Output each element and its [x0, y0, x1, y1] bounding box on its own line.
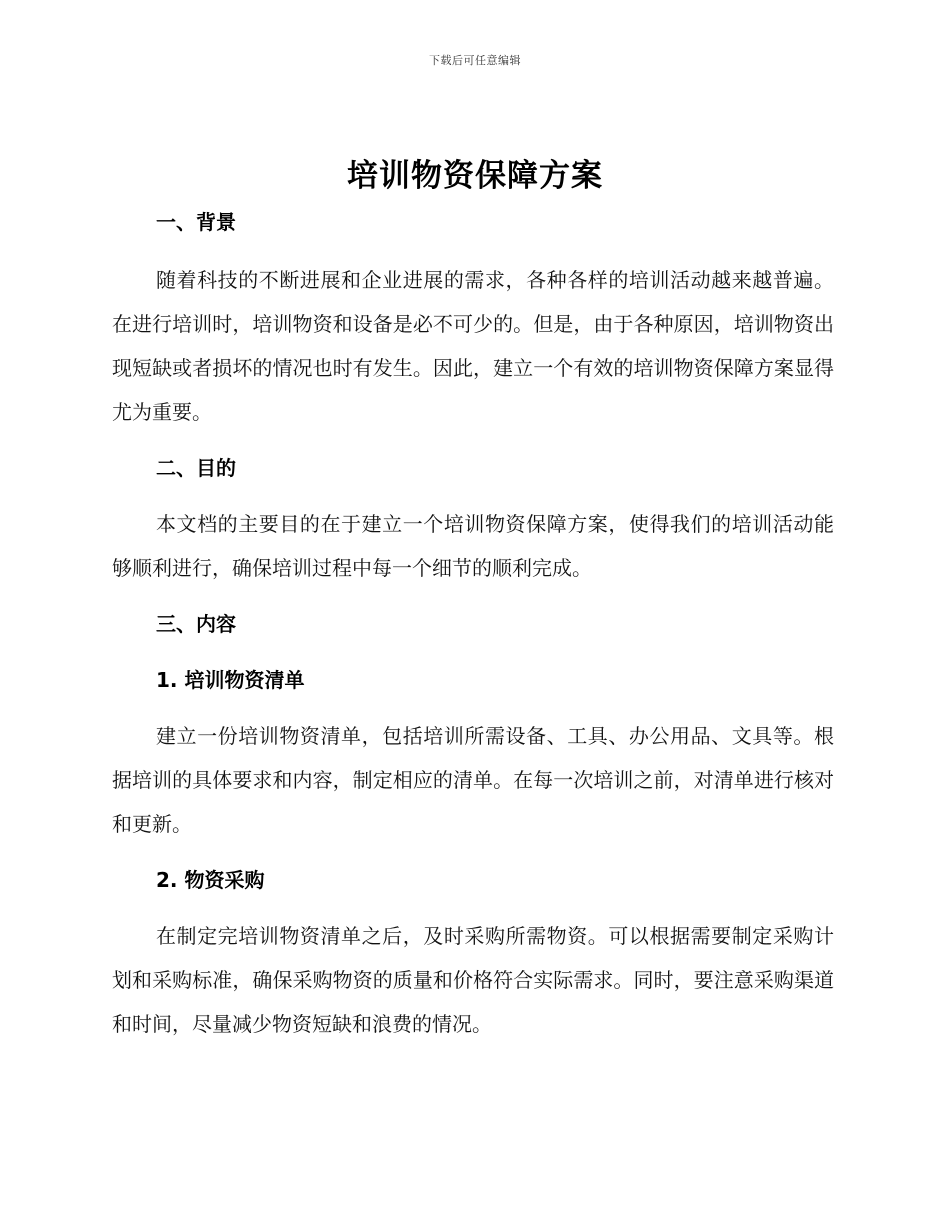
subsection-heading-procurement: 2. 物资采购 [156, 868, 265, 892]
section-paragraph-goal: 本文档的主要目的在于建立一个培训物资保障方案，使得我们的培训活动能够顺利进行，确保培训过程中每一个细节的顺利完成。 [112, 512, 834, 580]
subsection-paragraph-material-list: 建立一份培训物资清单，包括培训所需设备、工具、办公用品、文具等。根据培训的具体要求和内容，制定相应的清单。在每一次培训之前，对清单进行核对和更新。 [112, 724, 834, 836]
section-heading-content: 三、内容 [156, 612, 236, 636]
subsection-heading-material-list: 1. 培训物资清单 [156, 668, 305, 692]
section-heading-background: 一、背景 [156, 210, 236, 234]
subsection-paragraph-procurement: 在制定完培训物资清单之后，及时采购所需物资。可以根据需要制定采购计划和采购标准，确保采购物资的质量和价格符合实际需求。同时，要注意采购渠道和时间，尽量减少物资短缺和浪费的情况。 [112, 924, 834, 1036]
document-title: 培训物资保障方案 [347, 158, 603, 194]
section-paragraph-background: 随着科技的不断进展和企业进展的需求，各种各样的培训活动越来越普遍。在进行培训时，培训物资和设备是必不可少的。但是，由于各种原因，培训物资出现短缺或者损坏的情况也时有发生。因此，建立一个有效的培训物资保障方案显得尤为重要。 [112, 268, 834, 424]
header-note: 下载后可任意编辑 [429, 54, 521, 67]
section-heading-goal: 二、目的 [156, 456, 236, 480]
document-body [112, 202, 834, 1046]
